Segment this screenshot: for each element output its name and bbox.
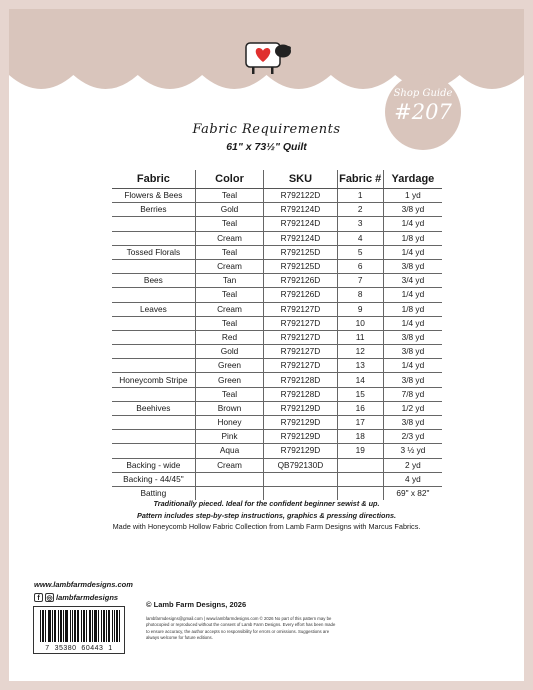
cell-sku: R792128D bbox=[264, 387, 337, 401]
cell-yardage: 4 yd bbox=[383, 472, 442, 486]
header-fabric-number: Fabric # bbox=[337, 170, 383, 189]
barcode-bar bbox=[106, 610, 107, 642]
cell-color: Aqua bbox=[195, 444, 264, 458]
cell-fabric-number: 13 bbox=[337, 359, 383, 373]
barcode-bar bbox=[108, 610, 109, 642]
barcode-bar bbox=[40, 610, 41, 642]
barcode-bar bbox=[66, 610, 67, 642]
table-row bbox=[112, 302, 442, 316]
cell-sku: R792128D bbox=[264, 373, 337, 387]
cell-color: Gold bbox=[195, 203, 264, 217]
cell-sku: R792129D bbox=[264, 444, 337, 458]
barcode-bar bbox=[117, 610, 118, 642]
cell-fabric: Beehives bbox=[112, 401, 195, 415]
cell-sku: R792127D bbox=[264, 302, 337, 316]
cell-yardage: 3/8 yd bbox=[383, 259, 442, 273]
cell-yardage: 1/4 yd bbox=[383, 217, 442, 231]
pattern-notes bbox=[0, 498, 533, 533]
cell-sku: R792125D bbox=[264, 259, 337, 273]
cell-color: Cream bbox=[195, 302, 264, 316]
table-row bbox=[112, 387, 442, 401]
barcode-bar bbox=[109, 610, 110, 642]
table-row bbox=[112, 189, 442, 203]
table-row bbox=[112, 416, 442, 430]
table-row bbox=[112, 345, 442, 359]
cell-fabric-number: 18 bbox=[337, 430, 383, 444]
cell-color: Green bbox=[195, 359, 264, 373]
sheep-heart-logo bbox=[243, 37, 293, 77]
barcode-bar bbox=[78, 610, 79, 642]
barcode-bar bbox=[49, 610, 50, 642]
cell-fabric bbox=[112, 416, 195, 430]
cell-yardage: 7/8 yd bbox=[383, 387, 442, 401]
cell-fabric: Leaves bbox=[112, 302, 195, 316]
table-row bbox=[112, 330, 442, 344]
cell-sku: R792127D bbox=[264, 316, 337, 330]
cell-fabric-number: 10 bbox=[337, 316, 383, 330]
cell-sku: R792129D bbox=[264, 416, 337, 430]
cell-yardage: 3/8 yd bbox=[383, 203, 442, 217]
cell-yardage: 1/4 yd bbox=[383, 288, 442, 302]
barcode-bar bbox=[90, 610, 91, 642]
cell-sku bbox=[264, 472, 337, 486]
cell-color: Teal bbox=[195, 316, 264, 330]
cell-sku: R792127D bbox=[264, 359, 337, 373]
cell-sku: R792127D bbox=[264, 330, 337, 344]
cell-fabric-number: 14 bbox=[337, 373, 383, 387]
cell-color: Teal bbox=[195, 245, 264, 259]
instagram-icon[interactable]: ◎ bbox=[46, 595, 53, 602]
cell-yardage: 2 yd bbox=[383, 458, 442, 472]
barcode-bar bbox=[86, 610, 87, 642]
header-fabric: Fabric bbox=[112, 170, 195, 189]
cell-fabric bbox=[112, 444, 195, 458]
cell-yardage: 2/3 yd bbox=[383, 430, 442, 444]
cell-fabric-number: 6 bbox=[337, 259, 383, 273]
cell-fabric bbox=[112, 231, 195, 245]
cell-fabric-number: 11 bbox=[337, 330, 383, 344]
cell-fabric bbox=[112, 345, 195, 359]
cell-color: Cream bbox=[195, 259, 264, 273]
cell-fabric bbox=[112, 259, 195, 273]
notes-line-3: Made with Honeycomb Hollow Fabric Collection from Lamb Farm Designs with Marcus Fabrics. bbox=[112, 522, 421, 531]
barcode-bar bbox=[96, 610, 97, 642]
cell-fabric: Bees bbox=[112, 274, 195, 288]
cell-color: Teal bbox=[195, 288, 264, 302]
barcode-bar bbox=[70, 610, 71, 642]
barcode-bar bbox=[43, 610, 44, 642]
table-row bbox=[112, 401, 442, 415]
cell-color bbox=[195, 472, 264, 486]
table-row bbox=[112, 472, 442, 486]
cell-yardage: 1/8 yd bbox=[383, 231, 442, 245]
cell-fabric-number: 3 bbox=[337, 217, 383, 231]
shop-guide-badge bbox=[385, 74, 461, 150]
barcode-bar bbox=[65, 610, 66, 642]
barcode-bar bbox=[77, 610, 78, 642]
cell-fabric bbox=[112, 430, 195, 444]
social-handle-row[interactable] bbox=[34, 593, 118, 602]
barcode-bar bbox=[50, 610, 51, 642]
header-color: Color bbox=[195, 170, 264, 189]
cell-color: Green bbox=[195, 373, 264, 387]
barcode-number: 7 35380 60443 1 bbox=[45, 645, 113, 652]
table-row bbox=[112, 359, 442, 373]
barcode-bar bbox=[74, 610, 75, 642]
copyright: © Lamb Farm Designs, 2026 bbox=[146, 600, 247, 609]
fine-print: lambfarmdesigns@gmail.com | www.lambfarmdesigns.com © 2026 No part of this pattern may be photocopied or reproduced without the consent of Lamb Farm Designs. Every effort has been made to ensure accuracy, the author accepts no responsibility for errors or omissions. Suggestions are always welcome for future editions. bbox=[146, 616, 336, 640]
barcode-bar bbox=[101, 610, 102, 642]
cell-color: Cream bbox=[195, 231, 264, 245]
facebook-icon[interactable]: f bbox=[34, 593, 43, 602]
notes-line-1: Traditionally pieced. Ideal for the confident beginner sewist & up. bbox=[153, 499, 380, 508]
barcode-bar bbox=[104, 610, 105, 642]
cell-sku: R792125D bbox=[264, 245, 337, 259]
cell-yardage: 3/8 yd bbox=[383, 373, 442, 387]
quilt-size: 61" x 73½" Quilt bbox=[226, 141, 307, 153]
barcode-bar bbox=[81, 610, 82, 642]
barcode-bar bbox=[60, 610, 61, 642]
notes-line-2: Pattern includes step-by-step instructions, graphics & pressing directions. bbox=[136, 510, 397, 520]
badge-label: Shop Guide bbox=[393, 88, 453, 99]
table-row bbox=[112, 231, 442, 245]
barcode-bar bbox=[94, 610, 95, 642]
page-title: Fabric Requirements bbox=[192, 122, 341, 137]
cell-color: Tan bbox=[195, 274, 264, 288]
table-row bbox=[112, 444, 442, 458]
barcode-bar bbox=[52, 610, 53, 642]
cell-fabric-number: 1 bbox=[337, 189, 383, 203]
barcode-bar bbox=[75, 610, 76, 642]
cell-sku: R792129D bbox=[264, 430, 337, 444]
cell-yardage: 1/4 yd bbox=[383, 245, 442, 259]
table-row bbox=[112, 217, 442, 231]
cell-fabric bbox=[112, 288, 195, 302]
barcode bbox=[33, 606, 125, 654]
cell-yardage: 1 yd bbox=[383, 189, 442, 203]
barcode-bar bbox=[92, 610, 93, 642]
barcode-bar bbox=[98, 610, 99, 642]
table-row bbox=[112, 430, 442, 444]
barcode-bar bbox=[55, 610, 56, 642]
cell-fabric-number: 15 bbox=[337, 387, 383, 401]
cell-yardage: 3/8 yd bbox=[383, 330, 442, 344]
table-row bbox=[112, 245, 442, 259]
cell-sku: QB792130D bbox=[264, 458, 337, 472]
barcode-bar bbox=[95, 610, 96, 642]
cell-fabric-number: 12 bbox=[337, 345, 383, 359]
barcode-bar bbox=[45, 610, 46, 642]
cell-yardage: 3 ½ yd bbox=[383, 444, 442, 458]
barcode-bar bbox=[58, 610, 59, 642]
cell-fabric bbox=[112, 217, 195, 231]
barcode-bar bbox=[119, 610, 120, 642]
cell-sku: R792126D bbox=[264, 288, 337, 302]
barcode-bar bbox=[112, 610, 113, 642]
cell-sku: R792124D bbox=[264, 217, 337, 231]
table-row bbox=[112, 274, 442, 288]
cell-fabric-number: 2 bbox=[337, 203, 383, 217]
cell-fabric bbox=[112, 359, 195, 373]
barcode-bar bbox=[84, 610, 85, 642]
table-row bbox=[112, 458, 442, 472]
cell-fabric-number bbox=[337, 472, 383, 486]
barcode-bar bbox=[54, 610, 55, 642]
cell-color: Teal bbox=[195, 189, 264, 203]
cell-color: Honey bbox=[195, 416, 264, 430]
cell-sku: R792122D bbox=[264, 189, 337, 203]
cell-fabric-number: 19 bbox=[337, 444, 383, 458]
cell-yardage: 3/8 yd bbox=[383, 345, 442, 359]
cell-fabric: Berries bbox=[112, 203, 195, 217]
table-row bbox=[112, 203, 442, 217]
cell-fabric-number: 17 bbox=[337, 416, 383, 430]
cell-sku: R792127D bbox=[264, 345, 337, 359]
barcode-bar bbox=[63, 610, 64, 642]
cell-sku: R792126D bbox=[264, 274, 337, 288]
barcode-bar bbox=[72, 610, 73, 642]
table-row bbox=[112, 316, 442, 330]
cell-color: Gold bbox=[195, 345, 264, 359]
cell-fabric-number: 5 bbox=[337, 245, 383, 259]
cell-yardage: 1/4 yd bbox=[383, 316, 442, 330]
cell-color: Red bbox=[195, 330, 264, 344]
table-row bbox=[112, 288, 442, 302]
cell-fabric: Flowers & Bees bbox=[112, 189, 195, 203]
barcode-bar bbox=[89, 610, 90, 642]
social-handle: lambfarmdesigns bbox=[56, 593, 119, 602]
cell-color: Teal bbox=[195, 217, 264, 231]
cell-fabric-number: 7 bbox=[337, 274, 383, 288]
barcode-bar bbox=[61, 610, 62, 642]
cell-fabric-number: 8 bbox=[337, 288, 383, 302]
cell-fabric: Backing - 44/45" bbox=[112, 472, 195, 486]
badge-number: #207 bbox=[394, 100, 452, 124]
cell-yardage: 1/2 yd bbox=[383, 401, 442, 415]
barcode-bar bbox=[83, 610, 84, 642]
cell-fabric bbox=[112, 387, 195, 401]
cell-color: Cream bbox=[195, 458, 264, 472]
barcode-bar bbox=[116, 610, 117, 642]
cell-sku: R792129D bbox=[264, 401, 337, 415]
barcode-bar bbox=[48, 610, 49, 642]
fabric-requirements-table bbox=[112, 170, 442, 500]
cell-fabric: Batting bbox=[140, 488, 167, 499]
table-header-row bbox=[112, 170, 442, 189]
header-sku: SKU bbox=[264, 170, 337, 189]
cell-fabric-number: 9 bbox=[337, 302, 383, 316]
cell-sku: R792124D bbox=[264, 231, 337, 245]
cell-yardage: 1/8 yd bbox=[383, 302, 442, 316]
website-link[interactable]: www.lambfarmdesigns.com bbox=[34, 580, 133, 589]
cell-color: Brown bbox=[195, 401, 264, 415]
cell-yardage: 3/8 yd bbox=[383, 416, 442, 430]
cell-fabric: Backing - wide bbox=[112, 458, 195, 472]
cell-fabric-number: 16 bbox=[337, 401, 383, 415]
table-row bbox=[112, 373, 442, 387]
cell-yardage: 1/4 yd bbox=[383, 359, 442, 373]
table-row bbox=[112, 259, 442, 273]
cell-fabric: Honeycomb Stripe bbox=[112, 373, 195, 387]
barcode-bar bbox=[103, 610, 104, 642]
barcode-bar bbox=[42, 610, 43, 642]
cell-color: Pink bbox=[195, 430, 264, 444]
cell-fabric: Tossed Florals bbox=[112, 245, 195, 259]
barcode-bar bbox=[67, 610, 68, 642]
cell-fabric-number bbox=[337, 458, 383, 472]
cell-sku: R792124D bbox=[264, 203, 337, 217]
cell-color: Teal bbox=[195, 387, 264, 401]
cell-fabric bbox=[112, 330, 195, 344]
cell-fabric bbox=[112, 316, 195, 330]
cell-yardage: 3/4 yd bbox=[383, 274, 442, 288]
header-yardage: Yardage bbox=[383, 170, 442, 189]
barcode-bar bbox=[114, 610, 115, 642]
cell-yardage: 69" x 82" bbox=[383, 486, 442, 500]
cell-fabric-number: 4 bbox=[337, 231, 383, 245]
